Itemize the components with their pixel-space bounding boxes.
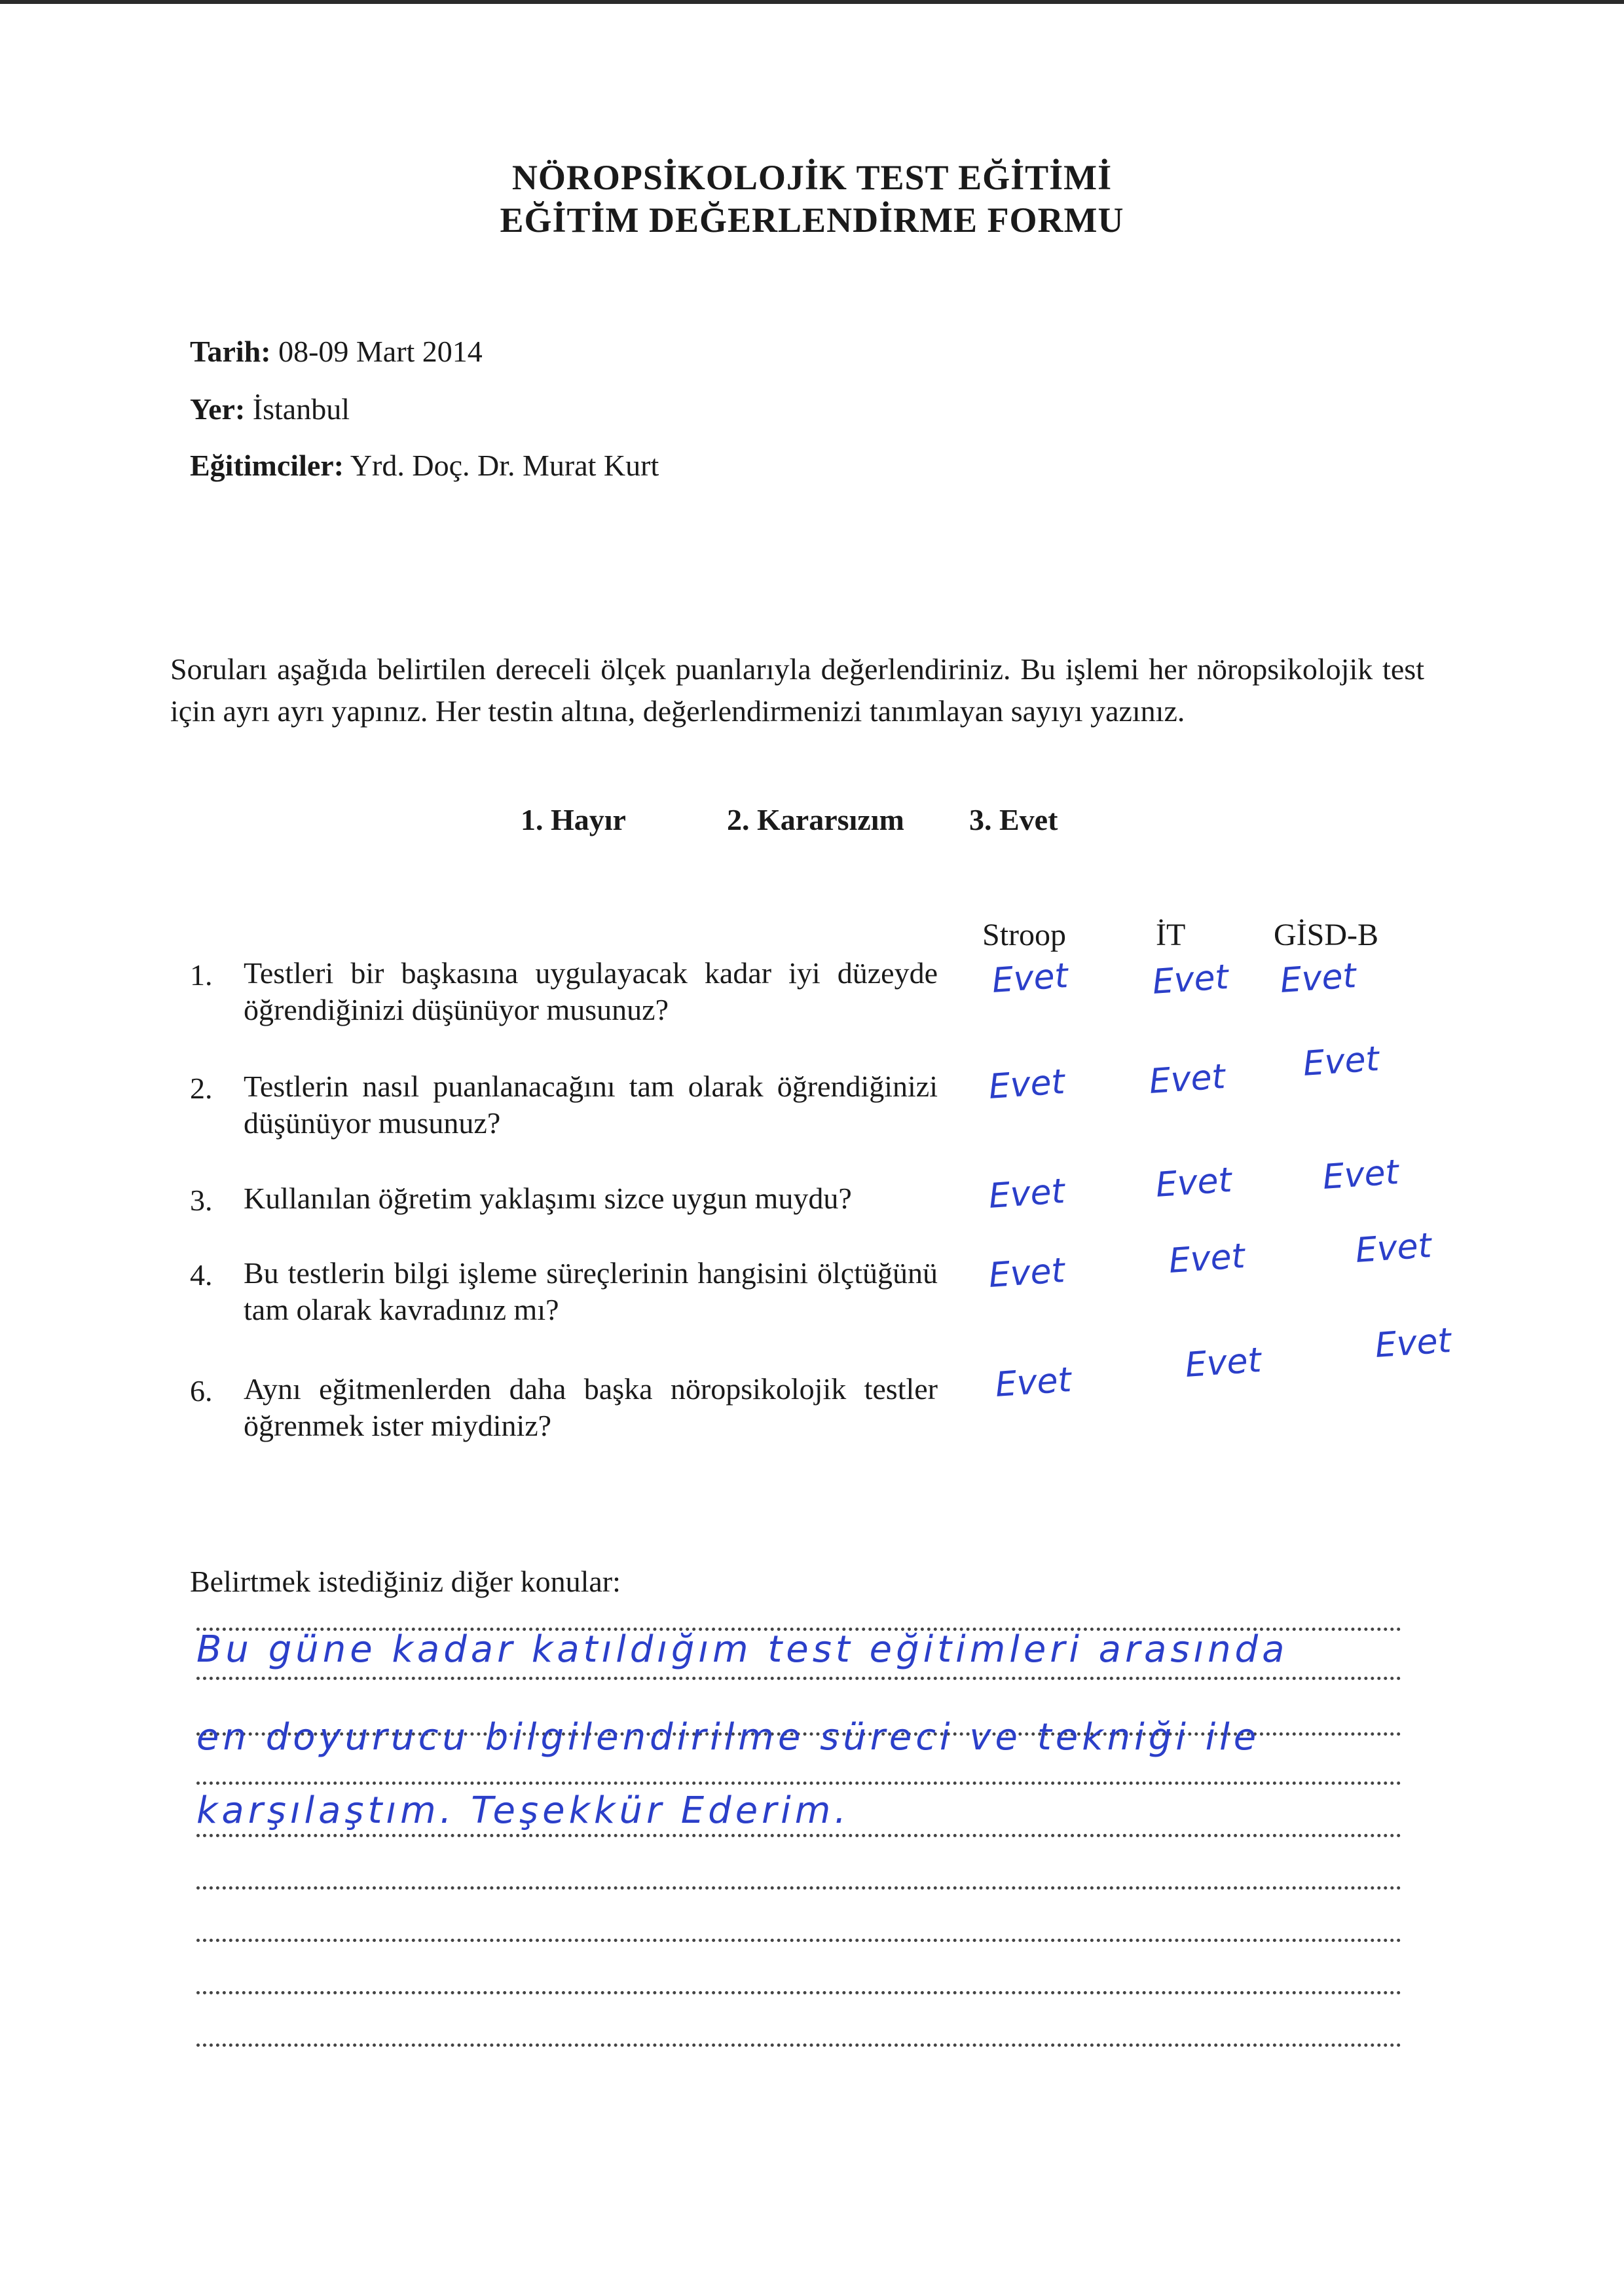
date-label: Tarih: <box>190 335 271 368</box>
question-text: Testleri bir başkasına uygulayacak kadar iyi düzeyde öğrendiğinizi düşünüyor musunuz? <box>244 956 938 1026</box>
answer-gisd-b: Evet <box>1354 1225 1433 1271</box>
question-number: 1. <box>190 958 213 992</box>
column-header-gisd-b: GİSD-B <box>1274 918 1379 952</box>
instructions-paragraph: Soruları aşağıda belirtilen dereceli ölçek puanlarıyla değerlendiriniz. Bu işlemi her nöropsikolojik test için ayrı ayrı yapınız. Her testin altına, değerlendirmenizi tanımlayan sayıyı yazınız. <box>170 652 1424 728</box>
question-text: Testlerin nasıl puanlanacağını tam olarak öğrendiğinizi düşünüyor musunuz? <box>244 1070 938 1140</box>
dotted-line <box>196 1677 1401 1680</box>
place-label: Yer: <box>190 392 246 426</box>
answer-it: Evet <box>1167 1236 1246 1281</box>
answer-stroop: Evet <box>987 1062 1066 1107</box>
question-number: 4. <box>190 1258 213 1292</box>
other-topics-label: Belirtmek istediğiniz diğer konular: <box>190 1565 621 1598</box>
top-border-line <box>0 0 1624 4</box>
dotted-line <box>196 1886 1401 1890</box>
date-row <box>190 334 483 369</box>
form-title-line2: EĞİTİM DEĞERLENDİRME FORMU <box>500 200 1124 240</box>
date-value: 08-09 Mart 2014 <box>278 335 483 368</box>
answer-it: Evet <box>1151 957 1230 1002</box>
question-number: 6. <box>190 1374 213 1408</box>
dotted-line <box>196 2043 1401 2047</box>
handwritten-comment-line-2: en doyurucu bilgilendirilme süreci ve tekniği ile <box>196 1716 1261 1759</box>
answer-stroop: Evet <box>993 1360 1073 1405</box>
answer-it: Evet <box>1183 1340 1263 1385</box>
place-row <box>190 392 350 426</box>
answer-stroop: Evet <box>990 956 1069 1001</box>
trainers-row <box>190 448 659 483</box>
dotted-line <box>196 1834 1401 1837</box>
scale-option-1: 1. Hayır <box>521 803 626 836</box>
place-value: İstanbul <box>252 392 350 426</box>
form-title-line1: NÖROPSİKOLOJİK TEST EĞİTİMİ <box>511 158 1113 197</box>
answer-gisd-b: Evet <box>1321 1152 1400 1197</box>
trainers-label: Eğitimciler: <box>190 449 344 482</box>
dotted-line <box>196 1782 1401 1785</box>
question-text: Aynı eğitmenlerden daha başka nöropsikolojik testler öğrenmek ister miydiniz? <box>244 1372 938 1442</box>
handwritten-comment-line-1: Bu güne kadar katıldığım test eğitimleri arasında <box>196 1628 1289 1671</box>
trainers-value: Yrd. Doç. Dr. Murat Kurt <box>350 449 659 482</box>
answer-gisd-b: Evet <box>1373 1320 1452 1366</box>
column-header-it: İT <box>1156 918 1186 952</box>
dotted-line <box>196 1939 1401 1942</box>
answer-it: Evet <box>1147 1056 1227 1102</box>
answer-stroop: Evet <box>987 1171 1066 1216</box>
question-number: 2. <box>190 1072 213 1105</box>
answer-gisd-b: Evet <box>1301 1039 1380 1084</box>
answer-stroop: Evet <box>987 1250 1066 1296</box>
handwritten-comment-line-3: karşılaştım. Teşekkür Ederim. <box>196 1789 851 1832</box>
scale-option-2: 2. Kararsızım <box>727 803 904 836</box>
question-number: 3. <box>190 1184 213 1217</box>
answer-it: Evet <box>1154 1160 1233 1205</box>
answer-gisd-b: Evet <box>1278 956 1357 1001</box>
question-text: Kullanılan öğretim yaklaşımı sizce uygun muydu? <box>244 1182 852 1215</box>
column-header-stroop: Stroop <box>982 918 1067 952</box>
question-text: Bu testlerin bilgi işleme süreçlerinin hangisini ölçtüğünü tam olarak kavradınız mı? <box>244 1256 938 1326</box>
scale-option-3: 3. Evet <box>969 803 1058 836</box>
dotted-line <box>196 1991 1401 1994</box>
